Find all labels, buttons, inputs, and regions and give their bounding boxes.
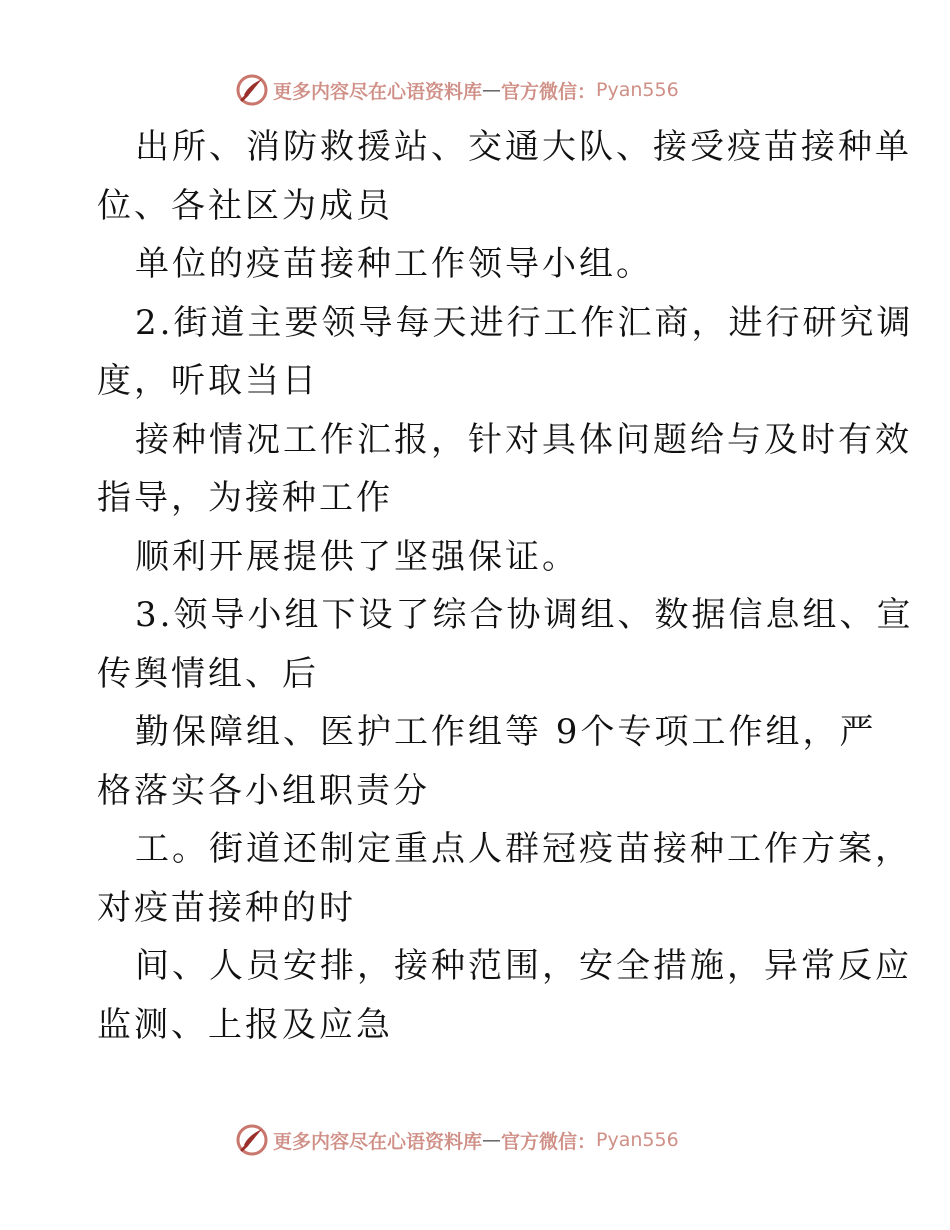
text-line: 传舆情组、后 — [97, 653, 319, 694]
brand-text: 更多内容尽在心语资料库 — [273, 1130, 483, 1153]
text-line: 对疫苗接种的时 — [97, 887, 356, 928]
brush-circle-logo-icon — [235, 73, 269, 107]
text-line: 3.领导小组下设了综合协调组、数据信息组、宣 — [135, 595, 914, 635]
text-line: 接种情况工作汇报，针对具体问题给与及时有效 — [135, 419, 912, 460]
banner-separator: — — [482, 1129, 502, 1151]
text-line: 工。街道还制定重点人群冠疫苗接种工作方案， — [135, 829, 912, 869]
text-line: 度，听取当日 — [97, 361, 319, 401]
text-line: 2.街道主要领导每天进行工作汇商，进行研究调 — [135, 302, 914, 343]
text-line: 格落实各小组职责分 — [97, 770, 430, 811]
brush-circle-logo-icon — [235, 1123, 269, 1157]
wechat-label: 官方微信： — [501, 80, 597, 103]
text-line: 间、人员安排，接种范围，安全措施，异常反应 — [135, 946, 912, 986]
text-line: 出所、消防救援站、交通大队、接受疫苗接种单 — [135, 127, 912, 167]
text-line: 单位的疫苗接种工作领导小组。 — [135, 244, 653, 284]
banner-separator: — — [482, 79, 502, 101]
text-line: 顺利开展提供了坚强保证。 — [135, 536, 579, 577]
text-line: 勤保障组、医护工作组等 9个专项工作组，严 — [135, 712, 877, 752]
text-line: 位、各社区为成员 — [97, 185, 393, 226]
text-line: 指导，为接种工作 — [97, 478, 393, 518]
text-line: 监测、上报及应急 — [97, 1004, 393, 1045]
wechat-id: Pyan556 — [596, 1129, 679, 1151]
wechat-id: Pyan556 — [596, 79, 679, 101]
footer-banner — [235, 1120, 715, 1160]
document-body — [97, 118, 914, 1054]
brand-text: 更多内容尽在心语资料库 — [273, 80, 483, 103]
header-banner — [235, 70, 715, 110]
wechat-label: 官方微信： — [501, 1130, 597, 1153]
